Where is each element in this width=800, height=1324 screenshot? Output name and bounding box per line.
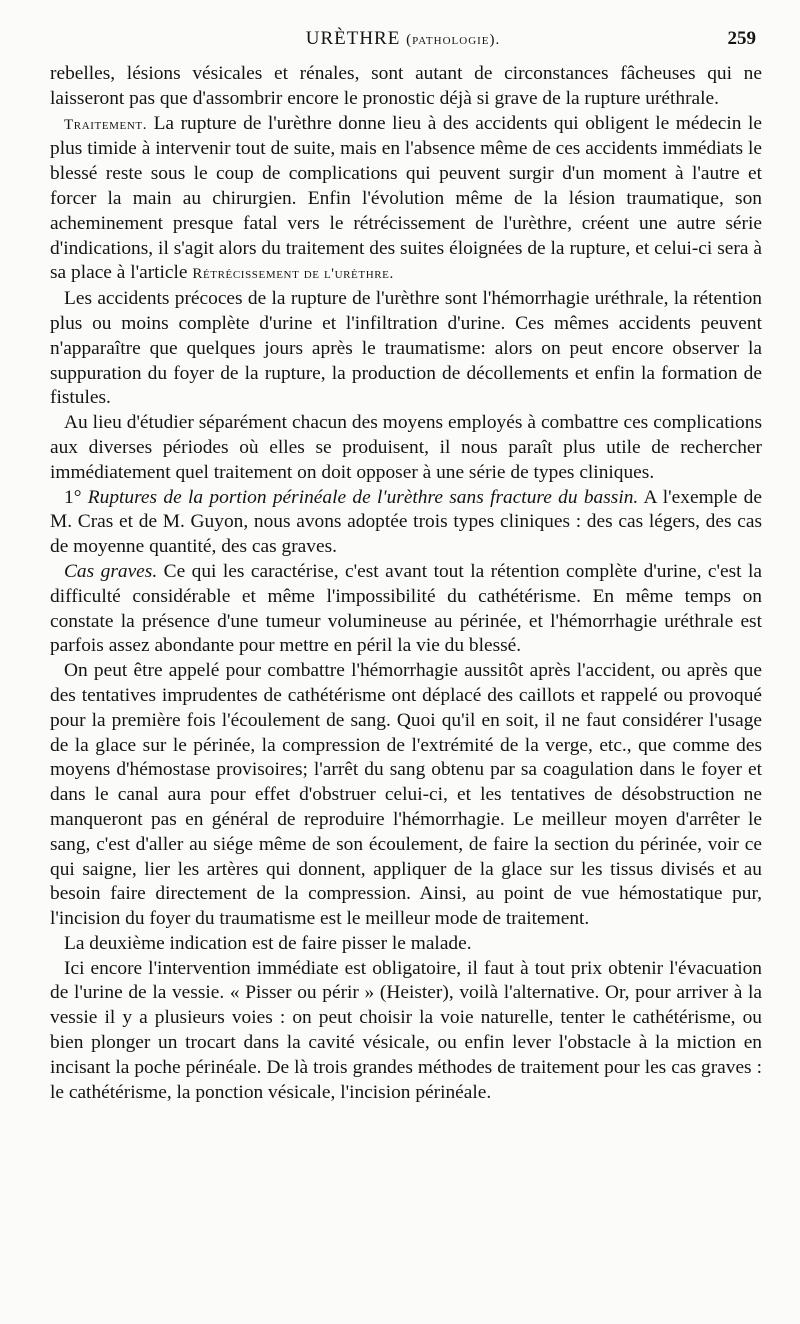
- page-number: 259: [727, 28, 756, 49]
- paragraph-ruptures: [50, 486, 762, 560]
- body-text: [50, 62, 762, 1105]
- paragraph-text: On peut être appelé pour combattre l'hémorrhagie aussitôt après l'accident, ou après que des tentatives imprudentes de cathétérisme ont déplacé des caillots et rappelé ou provoqué pour la première fois l'écoulement de sang. Quoi qu'il en soit, il ne faut considérer l'usage de la glace sur le périnée, la compression de l'extrémité de la verge, etc., que comme des moyens d'hémostase provisoires; l'arrêt du sang obtenu par sa coagulation dans le foyer et dans le canal aura pour effet d'obstruer celui-ci, et les tentatives de désobstruction ne manqueront pas en général de reproduire l'hémorrhagie. Le meilleur moyen d'arrêter le sang, c'est d'aller au siége même de son écoulement, de faire la section du périnée, voir ce qui saigne, lier les artères qui donnent, appliquer de la glace sur les tissus divisés et au besoin faire directement de la compression. Ainsi, au point de vue hémostatique pur, l'incision du foyer du traumatisme est le meilleur mode de traitement.: [50, 660, 762, 930]
- cross-reference: Rétrécissement de l'urèthre.: [192, 266, 394, 283]
- subsection-heading: Ruptures de la portion périnéale de l'urèthre sans fracture du bassin.: [87, 486, 639, 508]
- list-number: 1°: [64, 486, 88, 508]
- paragraph-accidents: [50, 287, 762, 411]
- running-head: [50, 28, 756, 56]
- paragraph-continuation: [50, 62, 762, 112]
- paragraph-traitement: [50, 112, 762, 288]
- section-heading: Traitement.: [64, 116, 148, 133]
- paragraph-text: Ici encore l'intervention immédiate est obligatoire, il faut à tout prix obtenir l'évacuation de l'urine de la vessie. « Pisser ou périr » (Heister), voilà l'alternative. Or, pour arriver à la vessie il y a plusieurs voies : on peut choisir la voie naturelle, tenter le cathétérisme, ou bien plonger un trocart dans la cavité vésicale, ou enfin lever l'obstacle à la miction en incisant la poche périnéale. De là trois grandes méthodes de traitement pour les cas graves : le cathétérisme, la ponction vésicale, l'incision périnéale.: [50, 957, 762, 1103]
- header-subtitle: (pathologie).: [406, 32, 501, 48]
- paragraph-deuxieme-indication: [50, 932, 762, 957]
- paragraph-text: Les accidents précoces de la rupture de l'urèthre sont l'hémorrhagie uréthrale, la rétention plus ou moins complète d'urine et l'infiltration d'urine. Ces mêmes accidents peuvent n'apparaître que quelques jours après le traumatisme: alors on peut encore observer la suppuration du foyer de la rupture, la production de décollements et enfin la formation de fistules.: [50, 288, 762, 409]
- paragraph-text: Au lieu d'étudier séparément chacun des moyens employés à combattre ces complications aux diverses périodes où elles se produisent, il nous paraît plus utile de rechercher immédiatement quel traitement on doit opposer à une série de types cliniques.: [50, 412, 762, 483]
- paragraph-text: La rupture de l'urèthre donne lieu à des accidents qui obligent le médecin le plus timide à intervenir tout de suite, mais en l'absence même de ces accidents immédiats le blessé reste sous le coup de complications qui peuvent surgir d'un moment à l'autre et forcer la main au chirurgien. Enfin l'évolution même de la lésion traumatique, son acheminement presque fatal vers le rétrécissement de l'urèthre, créent une autre série d'indications, il s'agit alors du traitement des suites éloignées de la rupture, et celui-ci sera à sa place à l'article: [50, 112, 762, 284]
- paragraph-cas-graves: [50, 560, 762, 659]
- paragraph-text: A l'exemple de M. Cras et de M. Guyon, nous avons adoptée trois types cliniques : des cas légers, des cas de moyenne quantité, des cas graves.: [50, 486, 762, 558]
- subsection-heading: Cas graves.: [64, 560, 158, 582]
- header-title: URÈTHRE: [305, 28, 401, 49]
- paragraph-hemorrhagie: [50, 659, 762, 932]
- paragraph-text: La deuxième indication est de faire pisser le malade.: [64, 932, 472, 954]
- paragraph-methode: [50, 411, 762, 485]
- paragraph-text: Ce qui les caractérise, c'est avant tout la rétention complète d'urine, c'est la difficulté considérable et même l'impossibilité du cathétérisme. En même temps on constate la présence d'une tumeur volumineuse au périnée, et l'hémorrhagie uréthrale est parfois assez abondante pour mettre en péril la vie du blessé.: [50, 560, 762, 657]
- paragraph-text: rebelles, lésions vésicales et rénales, sont autant de circonstances fâcheuses qui ne laisseront pas que d'assombrir encore le pronostic déjà si grave de la rupture uréthrale.: [50, 63, 762, 109]
- paragraph-intervention: [50, 957, 762, 1106]
- running-head-title: [50, 28, 756, 50]
